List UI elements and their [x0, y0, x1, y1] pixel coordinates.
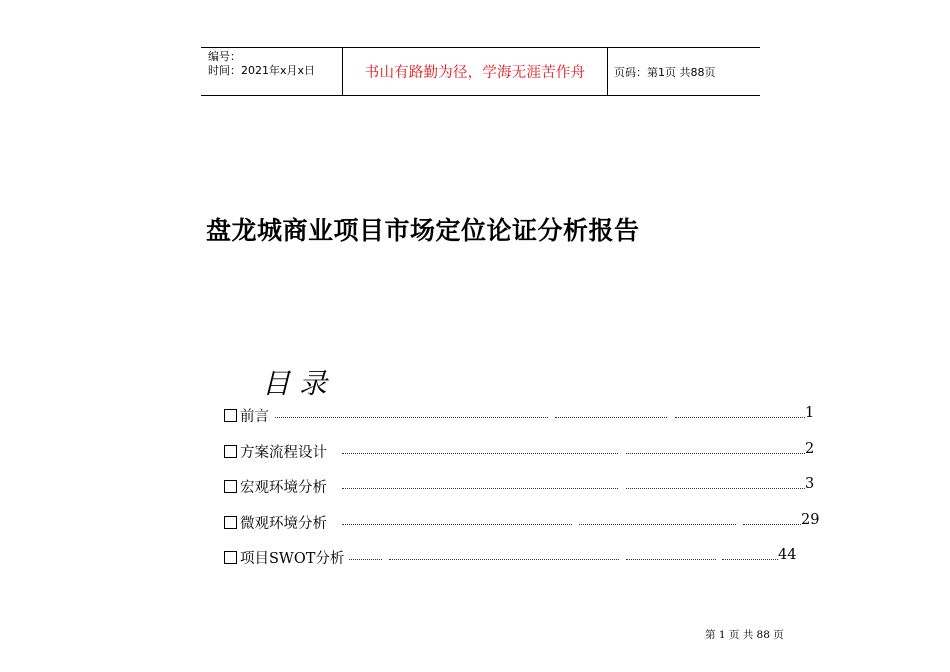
- toc-leader-dots: [626, 453, 805, 454]
- page-footer: 第 1 页 共 88 页: [705, 629, 784, 641]
- toc-page-number: 1: [805, 405, 815, 421]
- toc-item-label: 微观环境分析: [224, 512, 327, 533]
- toc-leader-dots: [626, 488, 805, 489]
- toc-item-label: 前言: [224, 405, 269, 426]
- document-title: 盘龙城商业项目市场定位论证分析报告: [206, 216, 640, 245]
- toc-leader-dots: [342, 524, 572, 525]
- toc-leader-dots: [342, 488, 618, 489]
- document-date-label: 时间：2021年x月x日: [208, 64, 316, 77]
- toc-page-number: 2: [805, 440, 815, 457]
- table-of-contents: [224, 403, 824, 581]
- checkbox-icon: [224, 480, 237, 493]
- toc-item-preface[interactable]: [224, 403, 824, 439]
- toc-page-number: 44: [778, 547, 797, 563]
- header-page-cell: [608, 48, 760, 95]
- checkbox-icon: [224, 516, 237, 529]
- toc-item-label: 方案流程设计: [224, 441, 327, 462]
- toc-page-number: 29: [801, 511, 820, 528]
- toc-leader-dots: [342, 453, 618, 454]
- checkbox-icon: [224, 409, 237, 422]
- header-page-label: 页码：第1页 共88页: [614, 65, 716, 79]
- page-header: [201, 47, 760, 96]
- toc-leader-dots: [743, 524, 801, 525]
- toc-item-label: 项目SWOT分析: [224, 547, 344, 568]
- toc-page-number: 3: [805, 476, 815, 492]
- header-meta-cell: [201, 48, 343, 95]
- header-motto: 书山有路勤为径，学海无涯苦作舟: [364, 65, 586, 81]
- toc-item-micro-analysis[interactable]: [224, 510, 824, 546]
- toc-leader-dots: [555, 417, 667, 418]
- toc-leader-dots: [626, 559, 716, 560]
- toc-leader-dots: [579, 524, 736, 525]
- toc-leader-dots: [389, 559, 619, 560]
- checkbox-icon: [224, 551, 237, 564]
- toc-leader-dots: [349, 559, 382, 560]
- toc-item-macro-analysis[interactable]: [224, 474, 824, 510]
- toc-leader-dots: [722, 559, 778, 560]
- toc-leader-dots: [275, 417, 548, 418]
- toc-item-label: 宏观环境分析: [224, 476, 327, 497]
- header-motto-cell: [343, 48, 608, 95]
- document-number-label: 编号：: [208, 50, 241, 63]
- toc-item-swot-analysis[interactable]: [224, 545, 824, 581]
- checkbox-icon: [224, 445, 237, 458]
- toc-heading: 目 录: [262, 367, 327, 400]
- toc-leader-dots: [675, 417, 805, 418]
- toc-item-process-design[interactable]: [224, 439, 824, 475]
